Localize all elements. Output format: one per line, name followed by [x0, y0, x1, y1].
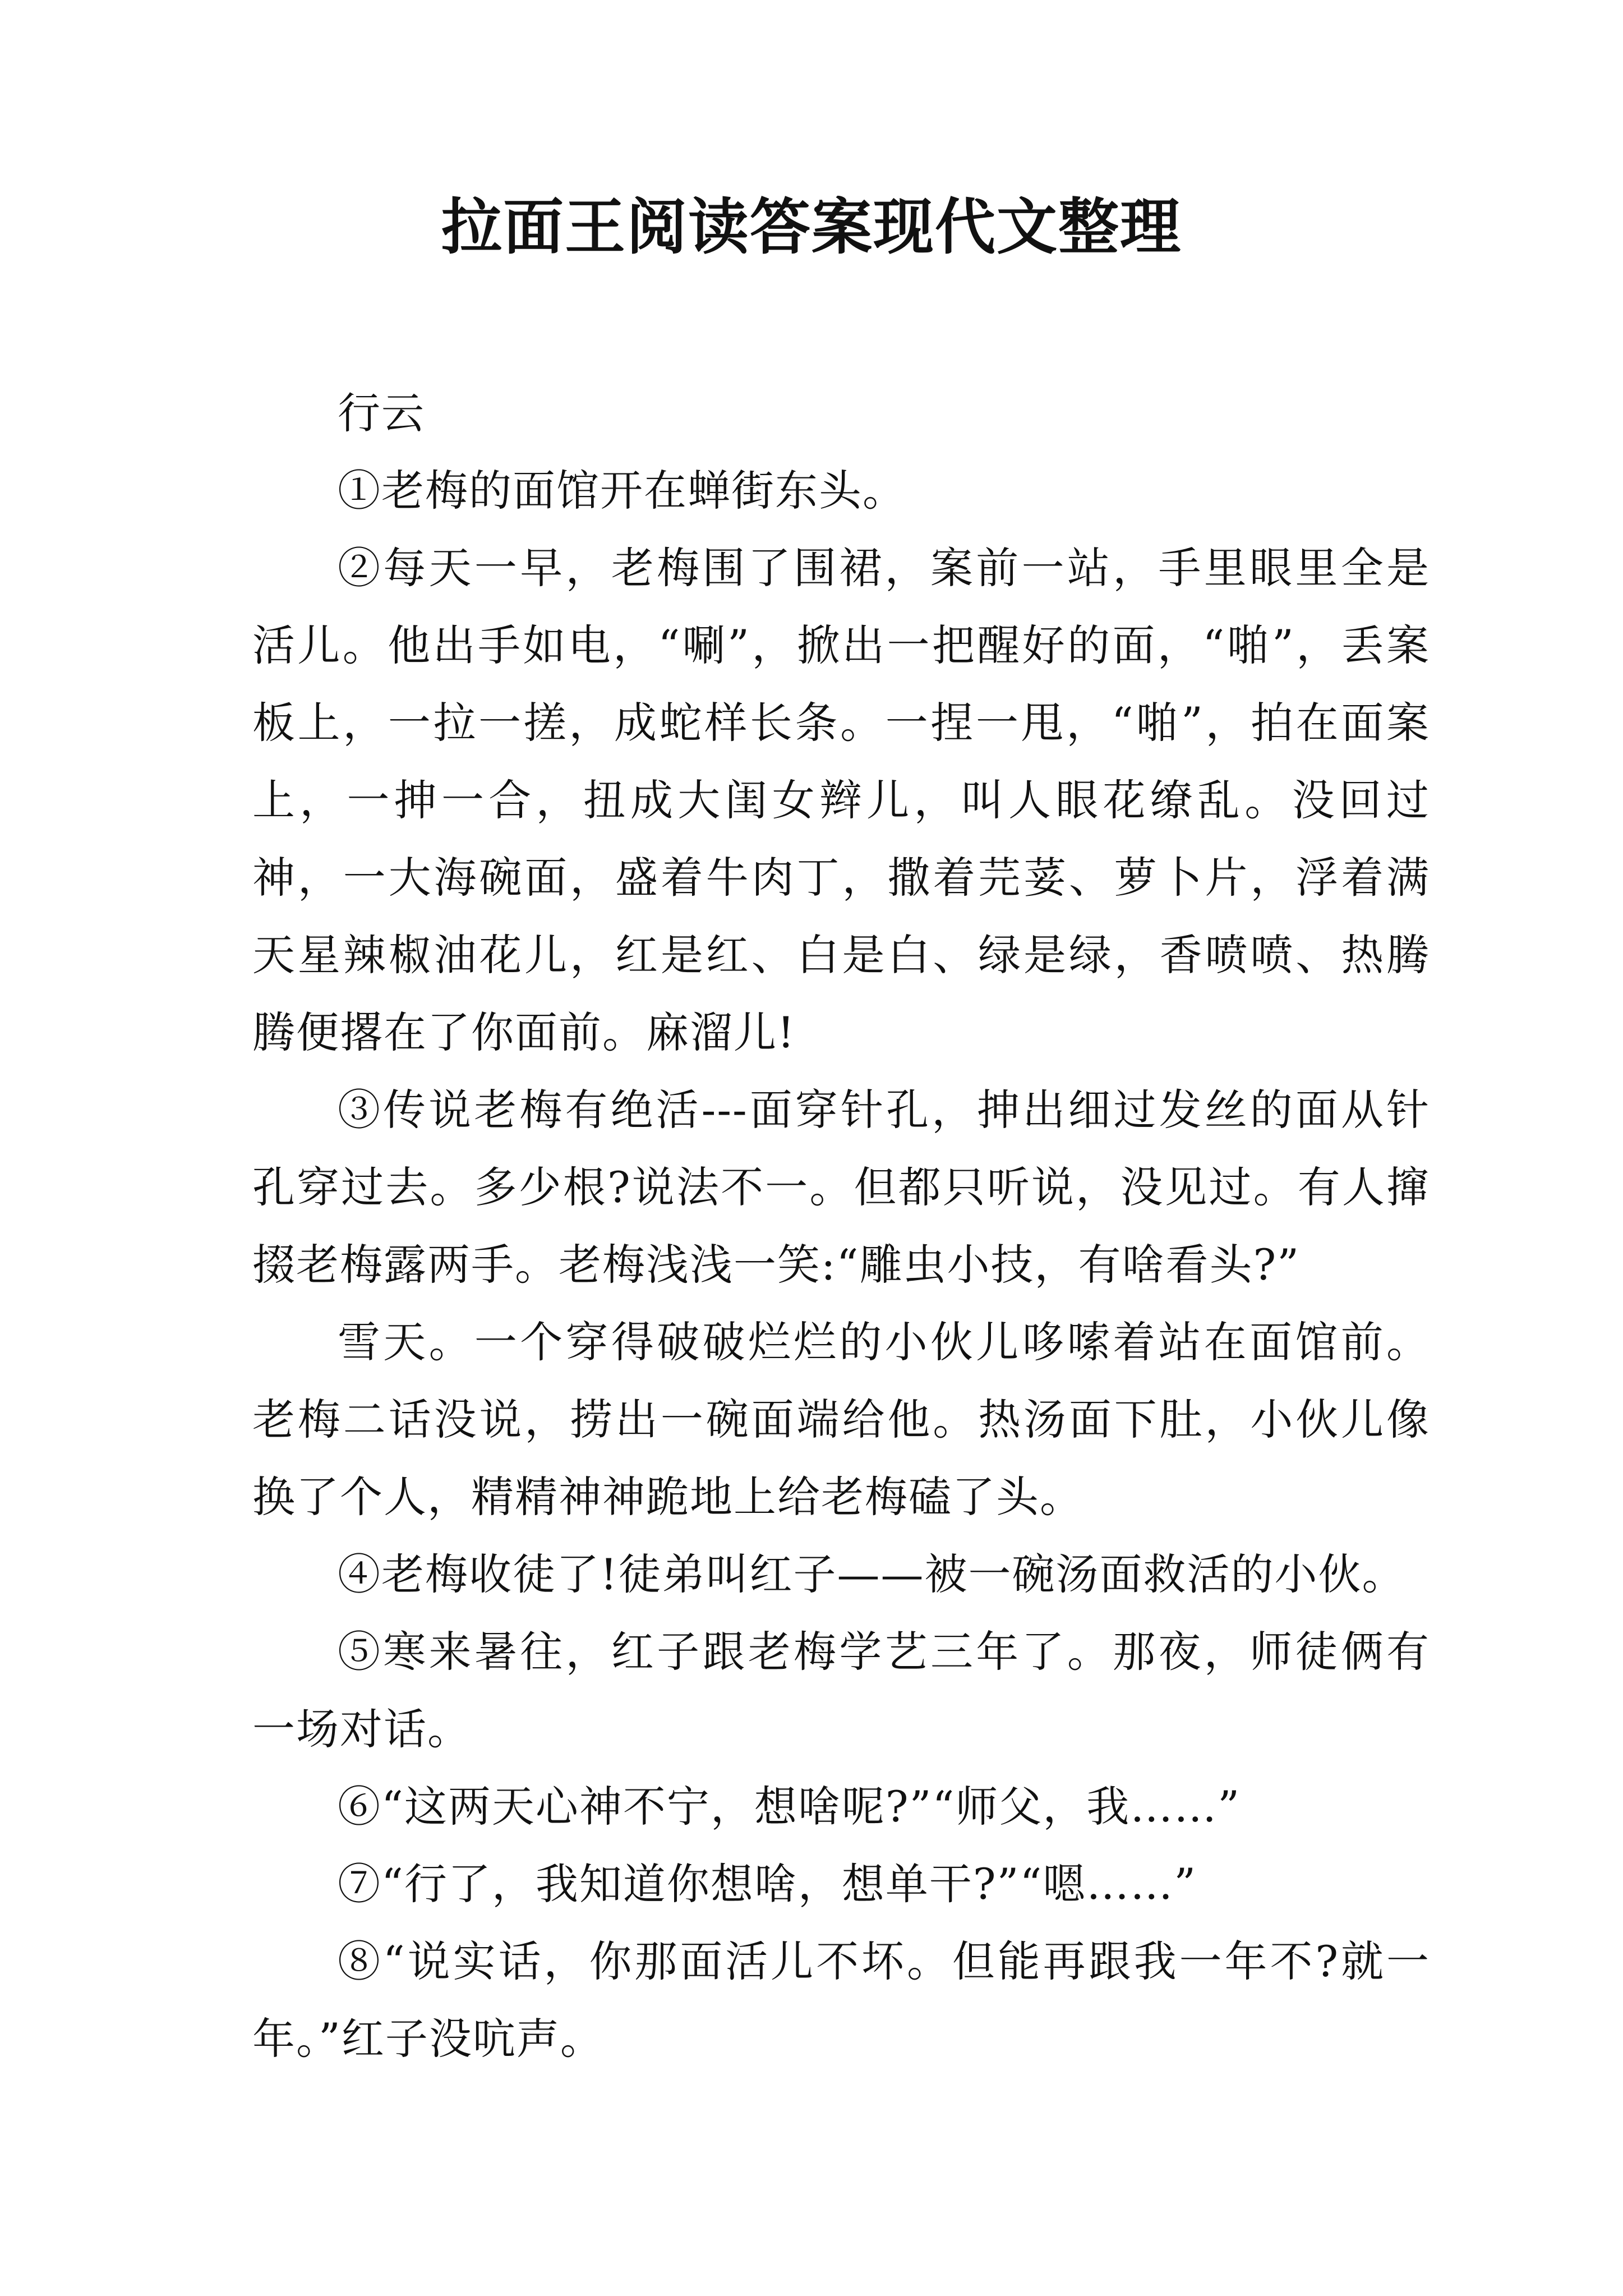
paragraph-1: ①老梅的面馆开在蝉街东头。: [338, 466, 906, 516]
document-title: 拉面王阅读答案现代文整理: [441, 192, 1182, 263]
paragraph-2: ②每天一早，老梅围了围裙，案前一站，手里眼里全是活儿。他出手如电，“唰”，掀出一把醒好的面，“啪”，丢案板上，一拉一搓，成蛇样长条。一捏一甩，“啪”，拍在面案上，一抻一合，扭成大闺女辫儿，叫人眼花缭乱。没回过神，一大海碗面，盛着牛肉丁，撒着芫荽、萝卜片，浮着满天星辣椒油花儿，红是红、白是白、绿是绿，香喷喷、热腾腾便撂在了你面前。麻溜儿!: [252, 543, 1430, 1057]
paragraph-4: ④老梅收徒了!徒弟叫红子——被一碗汤面救活的小伙。: [338, 1549, 1406, 1599]
paragraph-snow-day: 雪天。一个穿得破破烂烂的小伙儿哆嗦着站在面馆前。老梅二话没说，捞出一碗面端给他。热汤面下肚，小伙儿像换了个人，精精神神跪地上给老梅磕了头。: [252, 1317, 1430, 1522]
document-body: [252, 375, 1430, 2078]
paragraph-7: ⑦“行了，我知道你想啥，想单干?”“嗯……”: [338, 1859, 1197, 1909]
paragraph-3: ③传说老梅有绝活---面穿针孔，抻出细过发丝的面从针孔穿过去。多少根?说法不一。但都只听说，没见过。有人撺掇老梅露两手。老梅浅浅一笑:“雕虫小技，有啥看头?”: [252, 1085, 1430, 1290]
paragraph-8: ⑧“说实话，你那面活儿不坏。但能再跟我一年不?就一年。”红子没吭声。: [252, 1936, 1430, 2064]
paragraph-5: ⑤寒来暑往，红子跟老梅学艺三年了。那夜，师徒俩有一场对话。: [252, 1627, 1430, 1754]
paragraph-6: ⑥“这两天心神不宁，想啥呢?”“师父，我……”: [338, 1782, 1241, 1832]
paragraph-author: 行云: [338, 388, 425, 438]
